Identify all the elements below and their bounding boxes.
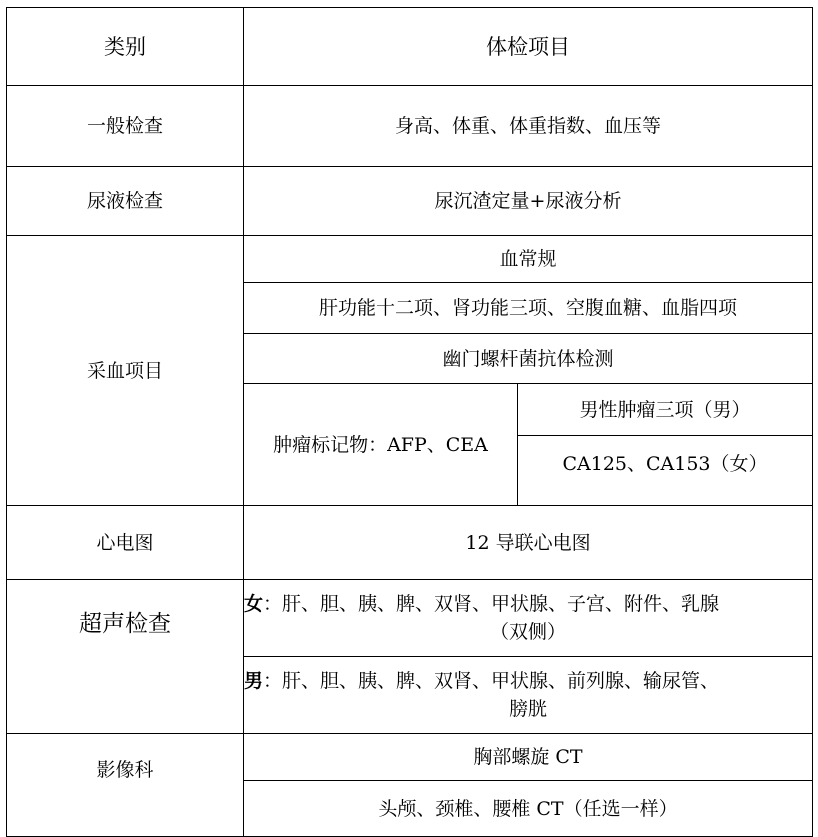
item-tumor-label: 肿瘤标记物：AFP、CEA (244, 384, 518, 506)
item-general: 身高、体重、体重指数、血压等 (244, 86, 813, 167)
item-tumor-female: CA125、CA153（女） (518, 436, 813, 506)
male-line1: ：肝、胆、胰、脾、双肾、甲状腺、前列腺、输尿管、 (263, 670, 720, 692)
item-imaging-chest: 胸部螺旋 CT (244, 734, 813, 781)
male-line2: 膀胱 (508, 698, 547, 720)
item-blood-panels: 肝功能十二项、肾功能三项、空腹血糖、血脂四项 (244, 283, 813, 334)
header-items: 体检项目 (244, 8, 813, 86)
category-general: 一般检查 (7, 86, 244, 167)
item-ultrasound-female (244, 580, 813, 657)
item-imaging-head: 头颅、颈椎、腰椎 CT（任选一样） (244, 781, 813, 837)
male-label: 男 (244, 670, 264, 692)
header-category: 类别 (7, 8, 244, 86)
item-blood-routine: 血常规 (244, 236, 813, 283)
category-ultrasound: 超声检查 (7, 580, 244, 734)
table-header-row (7, 8, 813, 86)
category-blood: 采血项目 (7, 236, 244, 506)
item-blood-hp: 幽门螺杆菌抗体检测 (244, 334, 813, 384)
exam-table (6, 7, 813, 837)
row-blood-routine (7, 236, 813, 283)
row-urine (7, 167, 813, 236)
category-ecg: 心电图 (7, 506, 244, 580)
row-ecg (7, 506, 813, 580)
row-ultrasound-female (7, 580, 813, 657)
category-imaging: 影像科 (7, 734, 244, 837)
row-imaging-chest (7, 734, 813, 781)
female-line1: ：肝、胆、胰、脾、双肾、甲状腺、子宫、附件、乳腺 (263, 593, 720, 615)
item-urine: 尿沉渣定量+尿液分析 (244, 167, 813, 236)
item-ecg: 12 导联心电图 (244, 506, 813, 580)
female-line2: （双侧） (489, 621, 566, 643)
item-ultrasound-male (244, 657, 813, 734)
category-urine: 尿液检查 (7, 167, 244, 236)
item-tumor-male: 男性肿瘤三项（男） (518, 384, 813, 436)
row-general (7, 86, 813, 167)
female-label: 女 (244, 593, 264, 615)
